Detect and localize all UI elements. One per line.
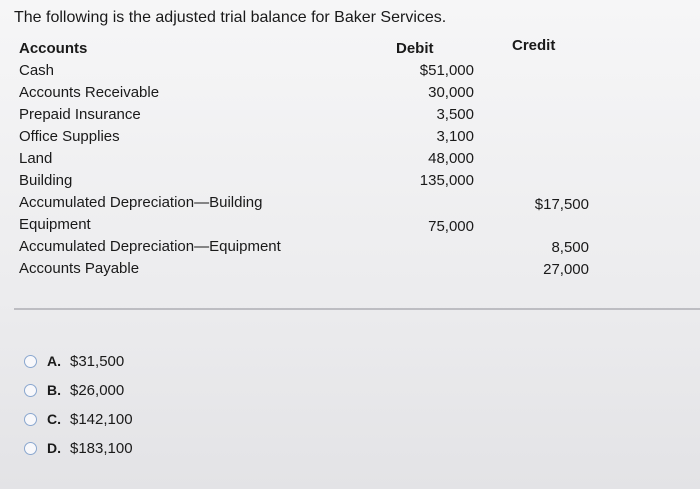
row-credit: $17,500 bbox=[534, 196, 589, 213]
row-debit: 30,000 bbox=[428, 84, 474, 101]
row-debit: 135,000 bbox=[419, 172, 474, 189]
header-accounts: Accounts bbox=[19, 40, 88, 57]
option-value: $26,000 bbox=[70, 381, 125, 399]
row-debit: 3,100 bbox=[436, 128, 474, 145]
table-row bbox=[0, 84, 700, 106]
row-debit: $51,000 bbox=[419, 62, 474, 79]
row-debit: 3,500 bbox=[436, 106, 474, 123]
row-account: Office Supplies bbox=[19, 128, 120, 145]
table-row bbox=[0, 62, 700, 84]
row-account: Accounts Payable bbox=[19, 260, 140, 277]
table-header bbox=[0, 37, 700, 62]
table-row bbox=[0, 238, 700, 260]
option-value: $183,100 bbox=[70, 439, 133, 457]
answer-option-a[interactable] bbox=[24, 350, 124, 372]
row-account: Prepaid Insurance bbox=[19, 106, 141, 123]
radio-button-icon[interactable] bbox=[24, 384, 37, 397]
table-row bbox=[0, 150, 700, 172]
table-row bbox=[0, 194, 700, 216]
answer-option-d[interactable] bbox=[24, 437, 133, 459]
table-row bbox=[0, 172, 700, 194]
row-account: Equipment bbox=[19, 216, 91, 233]
row-account: Cash bbox=[19, 62, 55, 79]
option-letter: A. bbox=[47, 353, 61, 369]
option-letter: D. bbox=[47, 440, 61, 456]
radio-button-icon[interactable] bbox=[24, 355, 37, 368]
row-account: Accumulated Depreciation—Equipment bbox=[19, 238, 281, 255]
option-value: $31,500 bbox=[70, 352, 125, 370]
option-value: $142,100 bbox=[70, 410, 133, 428]
row-account: Land bbox=[19, 150, 53, 167]
option-letter: B. bbox=[47, 382, 61, 398]
row-account: Accumulated Depreciation—Building bbox=[19, 194, 263, 211]
row-debit: 48,000 bbox=[428, 150, 474, 167]
option-letter: C. bbox=[47, 411, 61, 427]
header-debit: Debit bbox=[396, 40, 434, 57]
question-intro: The following is the adjusted trial balance for Baker Services. bbox=[14, 9, 447, 26]
radio-button-icon[interactable] bbox=[24, 413, 37, 426]
row-debit: 75,000 bbox=[428, 218, 474, 235]
row-credit: 8,500 bbox=[551, 239, 589, 256]
table-row bbox=[0, 128, 700, 150]
row-credit: 27,000 bbox=[543, 261, 589, 278]
table-row bbox=[0, 260, 700, 282]
header-credit: Credit bbox=[512, 37, 556, 54]
table-row bbox=[0, 216, 700, 238]
section-divider bbox=[14, 308, 700, 310]
answer-option-b[interactable] bbox=[24, 379, 124, 401]
answer-option-c[interactable] bbox=[24, 408, 133, 430]
table-row bbox=[0, 106, 700, 128]
row-account: Building bbox=[19, 172, 73, 189]
row-account: Accounts Receivable bbox=[19, 84, 160, 101]
radio-button-icon[interactable] bbox=[24, 442, 37, 455]
